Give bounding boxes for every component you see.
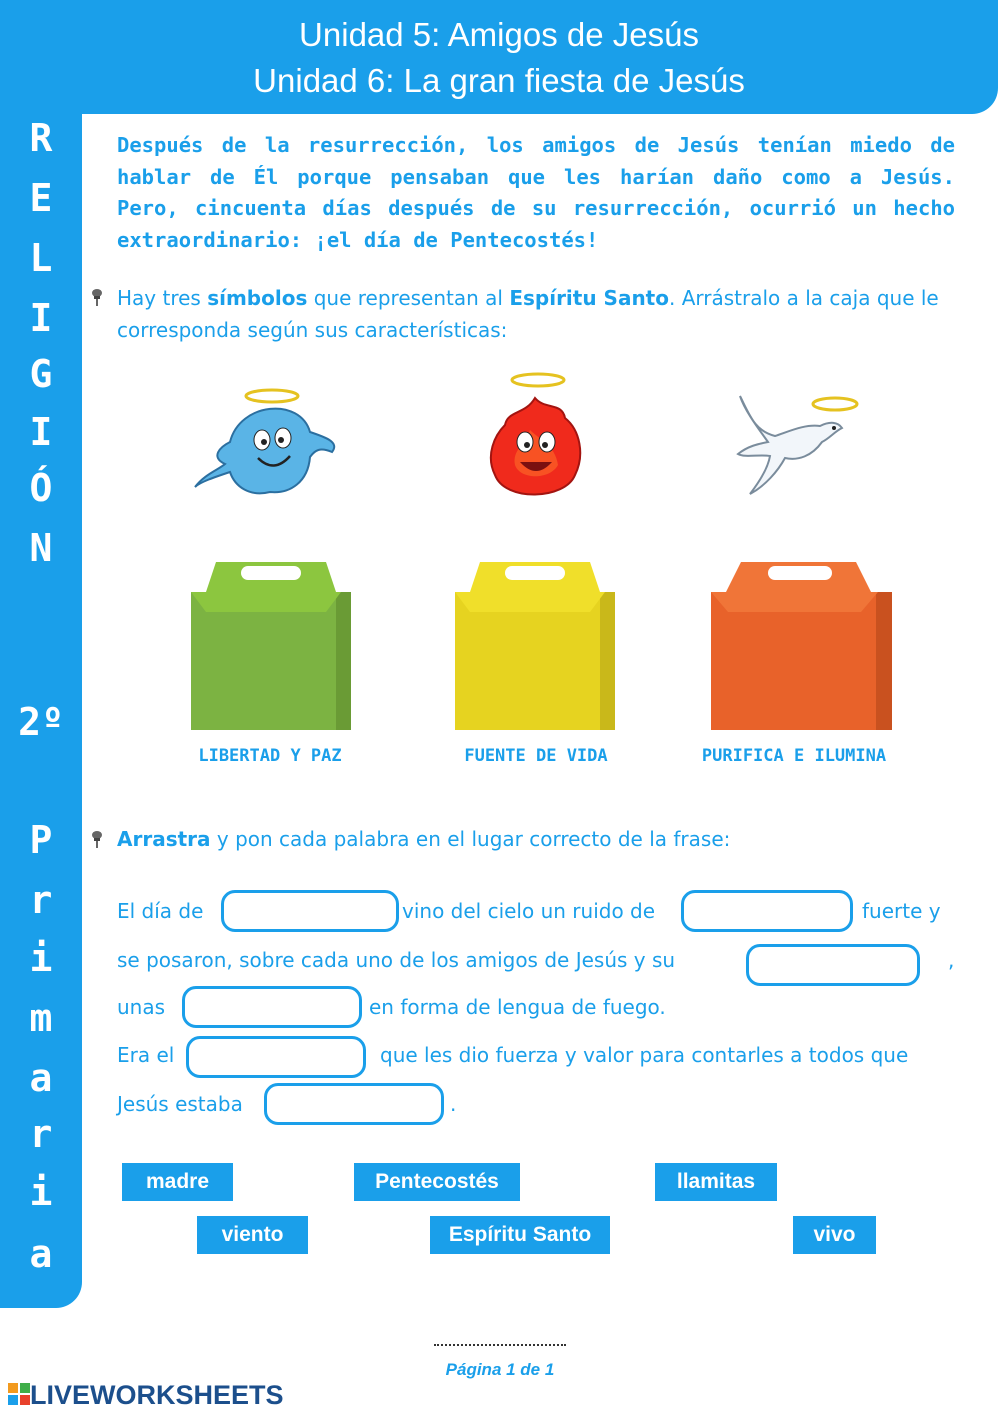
header-banner xyxy=(0,0,998,114)
sidebar-letter: L xyxy=(29,236,53,280)
instruction-text: . Arrástralo a la caja que le corresponda según sus características: xyxy=(117,286,939,342)
sentence-text: que les dio fuerza y valor para contarles a todos que xyxy=(380,1043,909,1067)
sentence-text: fuerte y xyxy=(862,899,941,923)
page-number: Página 1 de 1 xyxy=(445,1360,555,1379)
sidebar-letter: i xyxy=(29,1170,53,1214)
sidebar-letter: Ó xyxy=(29,466,53,510)
box-label: PURIFICA E ILUMINA xyxy=(701,746,887,766)
sidebar-letter: I xyxy=(29,410,53,454)
word-chip-viento[interactable]: viento xyxy=(197,1216,308,1254)
blank-slot[interactable] xyxy=(681,890,853,932)
sidebar-letter: m xyxy=(29,996,53,1040)
sidebar-letter: r xyxy=(29,1112,53,1156)
word-chip-llamitas[interactable]: llamitas xyxy=(655,1163,777,1201)
dove-symbol[interactable] xyxy=(730,386,860,502)
instruction-bold: símbolos xyxy=(207,286,308,310)
brand-name: LIVEWORKSHEETS xyxy=(30,1379,284,1410)
instruction-symbols xyxy=(117,283,955,346)
sentence-text: unas xyxy=(117,995,166,1019)
box-label: LIBERTAD Y PAZ xyxy=(198,746,342,766)
instruction-bold: Espíritu Santo xyxy=(509,286,669,310)
word-chip-vivo[interactable]: vivo xyxy=(793,1216,876,1254)
instruction-bold: Arrastra xyxy=(117,827,211,851)
sidebar-strip xyxy=(0,100,82,1308)
brand-logo[interactable] xyxy=(8,1380,284,1410)
blank-slot[interactable] xyxy=(746,944,920,986)
footer-divider xyxy=(434,1344,566,1346)
yellow-box[interactable] xyxy=(450,552,620,734)
sidebar-letter: E xyxy=(29,176,53,220)
sidebar-letter: G xyxy=(29,352,53,396)
pushpin-icon xyxy=(90,288,104,306)
water-symbol[interactable] xyxy=(190,382,350,502)
sidebar-letter: I xyxy=(29,296,53,340)
sidebar-letter: N xyxy=(29,526,53,570)
sentence-text: , xyxy=(948,948,955,972)
unit-6-title: Unidad 6: La gran fiesta de Jesús xyxy=(253,62,745,99)
unit-5-title: Unidad 5: Amigos de Jesús xyxy=(299,16,699,53)
sentence-text: se posaron, sobre cada uno de los amigos de Jesús y su xyxy=(117,948,676,972)
blank-slot[interactable] xyxy=(221,890,399,932)
sidebar-letter: i xyxy=(29,936,53,980)
sentence-text: vino del cielo un ruido de xyxy=(402,899,656,923)
sidebar-letter: a xyxy=(29,1232,53,1276)
sidebar-letter: R xyxy=(29,116,53,160)
blank-slot[interactable] xyxy=(182,986,362,1028)
orange-box[interactable] xyxy=(706,552,896,734)
green-box[interactable] xyxy=(186,552,356,734)
instruction-fill-blanks xyxy=(117,824,955,856)
liveworksheets-logo-icon xyxy=(8,1383,30,1407)
sidebar-letter: a xyxy=(29,1056,53,1100)
sentence-text: en forma de lengua de fuego. xyxy=(369,995,666,1019)
instruction-text: Hay tres xyxy=(117,286,208,310)
sentence-text: . xyxy=(450,1092,457,1116)
sentence-text: Jesús estaba xyxy=(117,1092,243,1116)
word-chip-espiritu-santo[interactable]: Espíritu Santo xyxy=(430,1216,610,1254)
sentence-text: El día de xyxy=(117,899,204,923)
word-chip-pentecostes[interactable]: Pentecostés xyxy=(354,1163,520,1201)
instruction-text: y pon cada palabra en el lugar correcto de la frase: xyxy=(210,827,731,851)
sidebar-letter: r xyxy=(29,878,53,922)
intro-paragraph: Después de la resurrección, los amigos de Jesús tenían miedo de hablar de Él porque pensaban que les harían daño como a Jesús. Pero, cincuenta días después de su resurrección, ocurrió un hecho extraordinario: ¡el día de Pentecostés! xyxy=(117,133,955,252)
instruction-text: que representan al xyxy=(307,286,510,310)
blank-slot[interactable] xyxy=(264,1083,444,1125)
fire-symbol[interactable] xyxy=(470,370,600,512)
sentence-text: Era el xyxy=(117,1043,175,1067)
word-chip-madre[interactable]: madre xyxy=(122,1163,233,1201)
box-label: FUENTE DE VIDA xyxy=(464,746,608,766)
sidebar-letter: P xyxy=(29,818,53,862)
grade-label: 2º xyxy=(18,700,64,744)
pushpin-icon xyxy=(90,830,104,848)
blank-slot[interactable] xyxy=(186,1036,366,1078)
